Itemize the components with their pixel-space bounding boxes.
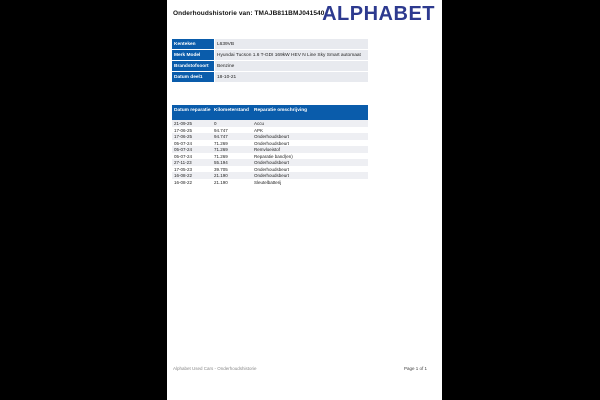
cell-kilometerstand: 0 [214,121,217,126]
info-row-label: Merk Model [172,50,214,60]
cell-kilometerstand: 21.190 [214,173,228,178]
cell-omschrijving: Sleutelbatterij [254,179,282,185]
cell-kilometerstand: 71.269 [214,147,228,152]
cell-datum: 16-08-22 [174,179,193,185]
alphabet-logo: ALPHABET [322,3,435,25]
cell-omschrijving: Onderhoudsbeurt [254,173,290,178]
info-row-value: L639VB [215,39,368,49]
cell-datum: 17-06-25 [174,134,193,139]
info-row-value: Hyundai Tucson 1.6 T-GDI 169kW HEV N Line Sky Smart automaat [215,50,368,60]
info-row-label: Kenteken [172,39,214,49]
header-kilometerstand: Kilometerstand [214,107,249,113]
info-row [172,39,368,49]
cell-omschrijving: Onderhoudsbeurt [254,140,290,146]
cell-datum: 17-05-23 [174,166,193,172]
cell-datum: 27-11-23 [174,160,192,165]
header-reparatie-omschrijving: Reparatie omschrijving [254,107,308,113]
cell-datum: 17-06-25 [174,127,193,133]
vehicle-info-table [172,39,368,83]
cell-kilometerstand: 55.194 [214,160,228,165]
footer-page-number: Page 1 of 1 [403,366,427,371]
cell-kilometerstand: 39.705 [214,166,228,172]
cell-kilometerstand: 94.747 [214,134,228,139]
info-row-label: Brandstofsoort [172,61,214,71]
cell-omschrijving: Onderhoudsbeurt [254,160,290,165]
cell-kilometerstand: 21.190 [214,179,228,185]
cell-omschrijving: APK [254,127,264,133]
cell-datum: 05-07-24 [174,140,193,146]
history-table-row [172,179,368,186]
document-page [167,0,442,400]
info-row [172,61,368,71]
cell-datum: 16-08-22 [174,173,193,178]
maintenance-history-table [172,105,368,185]
cell-omschrijving: Reparatie band(en) [254,153,293,159]
cell-omschrijving: Onderhoudsbeurt [254,166,290,172]
cell-kilometerstand: 71.269 [214,140,228,146]
cell-kilometerstand: 94.747 [214,127,228,133]
cell-omschrijving: Remvloeistof [254,147,281,152]
cell-datum: 05-07-24 [174,147,193,152]
cell-kilometerstand: 71.269 [214,153,228,159]
info-row [172,50,368,60]
cell-omschrijving: Accu [254,121,265,126]
info-row [172,72,368,82]
page-title: Onderhoudshistorie van: TMAJB811BMJ041540 [173,10,325,17]
header-datum-reparatie: Datum reparatie [174,107,211,113]
info-row-value: 18-10-21 [215,72,368,82]
history-table-header [172,105,368,120]
cell-omschrijving: Onderhoudsbeurt [254,134,290,139]
info-row-value: Benzine [215,61,368,71]
cell-datum: 05-07-24 [174,153,193,159]
footer-document-name: Alphabet Used Cars - Onderhoudshistorie [173,366,257,371]
history-table-body [172,120,368,185]
cell-datum: 21-09-25 [174,121,193,126]
info-row-label: Datum deel1 [172,72,214,82]
